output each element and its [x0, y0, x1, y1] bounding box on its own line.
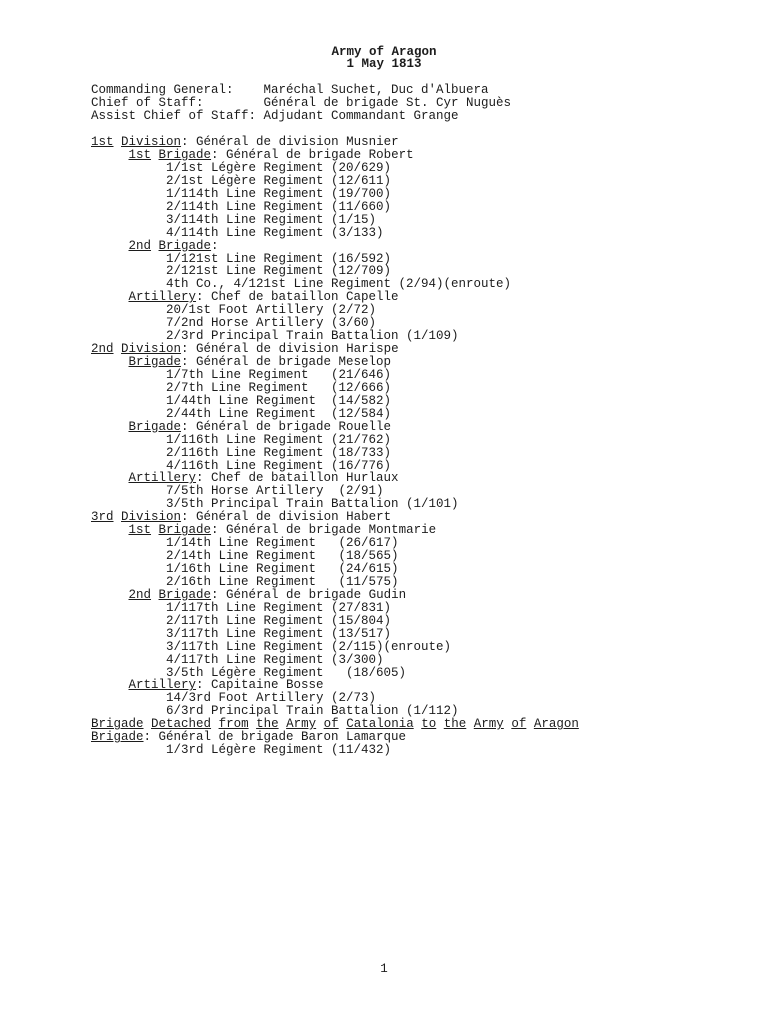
heading-unit: Brigade	[158, 587, 212, 602]
unit-text: 2/114th Line Regiment (11/660)	[166, 199, 392, 214]
heading-word: Catalonia	[346, 717, 414, 732]
unit-text: 6/3rd Principal Train Battalion (1/112)	[166, 704, 459, 719]
heading-commander: :	[211, 238, 219, 253]
heading-word: from	[218, 717, 249, 732]
unit-text: 1/1st Légère Regiment (20/629)	[166, 160, 392, 175]
unit-text: 1/14th Line Regiment (26/617)	[166, 536, 399, 551]
unit-text: 1/16th Line Regiment (24/615)	[166, 562, 399, 576]
unit-line	[0, 201, 768, 214]
unit-line	[0, 667, 768, 680]
heading-commander: : Général de brigade Robert	[211, 148, 414, 162]
heading-commander: : Général de brigade Baron Lamarque	[143, 730, 407, 745]
staff-name: Général de brigade St. Cyr Nuguès	[263, 96, 512, 111]
unit-text: 1/7th Line Regiment (21/646)	[166, 367, 392, 382]
unit-text: 4/117th Line Regiment (3/300)	[166, 652, 384, 667]
unit-line	[0, 227, 768, 240]
unit-line	[0, 744, 768, 757]
unit-text: 2/7th Line Regiment (12/666)	[166, 380, 392, 395]
heading-ordinal: 2nd	[128, 238, 152, 253]
heading-commander: : Chef de bataillon Capelle	[196, 290, 399, 305]
heading-word: of	[511, 717, 527, 732]
staff-role: Chief of Staff:	[91, 96, 204, 111]
unit-text: 7/5th Horse Artillery (2/91)	[166, 484, 384, 499]
heading-ordinal: 3rd	[91, 510, 114, 525]
unit-text: 3/5th Principal Train Battalion (1/101)	[166, 497, 459, 512]
artillery-heading	[0, 291, 768, 304]
unit-text: 2/14th Line Regiment (18/565)	[166, 549, 399, 564]
heading-unit: Artillery	[128, 471, 197, 486]
unit-text: 1/44th Line Regiment (14/582)	[166, 393, 392, 408]
unit-text: 2/1st Légère Regiment (12/611)	[166, 173, 392, 188]
heading-commander: : Général de division Habert	[181, 510, 392, 525]
heading-ordinal: 2nd	[128, 587, 152, 602]
unit-text: 2/121st Line Regiment (12/709)	[166, 264, 392, 279]
unit-text: 1/114th Line Regiment (19/700)	[166, 186, 392, 201]
unit-text: 1/116th Line Regiment (21/762)	[166, 432, 392, 447]
artillery-heading	[0, 472, 768, 485]
heading-unit: Brigade	[158, 148, 212, 162]
unit-text: 2/3rd Principal Train Battalion (1/109)	[166, 329, 459, 344]
heading-unit: Artillery	[128, 290, 197, 305]
heading-unit: Division	[121, 342, 182, 357]
unit-text: 2/117th Line Regiment (15/804)	[166, 613, 392, 628]
heading-word: the	[256, 717, 279, 732]
heading-word: the	[443, 717, 467, 732]
heading-commander: : Général de division Musnier	[181, 135, 399, 150]
staff-role: Assist Chief of Staff:	[91, 109, 257, 124]
document-title: Army of Aragon	[331, 44, 437, 59]
unit-text: 2/16th Line Regiment (11/575)	[166, 574, 399, 589]
heading-commander: : Général de brigade Rouelle	[181, 419, 392, 434]
unit-text: 2/44th Line Regiment (12/584)	[166, 406, 392, 421]
unit-text: 20/1st Foot Artillery (2/72)	[166, 303, 377, 318]
unit-line	[0, 214, 768, 227]
document-date: 1 May 1813	[346, 57, 422, 72]
staff-line-assist-chief-of-staff	[0, 110, 768, 123]
unit-text: 3/5th Légère Regiment (18/605)	[166, 665, 407, 680]
staff-name: Maréchal Suchet, Duc d'Albuera	[263, 83, 489, 98]
heading-unit: Brigade	[158, 238, 212, 253]
heading-commander: : Capitaine Bosse	[196, 678, 324, 693]
heading-commander: : Général de brigade Gudin	[211, 587, 407, 602]
unit-text: 4/114th Line Regiment (3/133)	[166, 225, 384, 240]
heading-commander: : Général de brigade Montmarie	[211, 523, 437, 538]
heading-word: Brigade	[91, 717, 144, 732]
heading-word: of	[323, 717, 339, 732]
unit-line	[0, 304, 768, 317]
heading-ordinal: 2nd	[91, 342, 114, 357]
heading-commander: : Général de brigade Meselop	[181, 355, 392, 369]
unit-text: 3/117th Line Regiment (13/517)	[166, 626, 392, 641]
heading-word: Army	[473, 717, 504, 732]
unit-text: 1/117th Line Regiment (27/831)	[166, 600, 392, 615]
unit-text: 7/2nd Horse Artillery (3/60)	[166, 316, 377, 331]
unit-text: 2/116th Line Regiment (18/733)	[166, 445, 392, 460]
unit-text: 1/121st Line Regiment (16/592)	[166, 251, 392, 266]
staff-name: Adjudant Commandant Grange	[263, 109, 459, 124]
unit-line	[0, 641, 768, 654]
heading-commander: : Général de division Harispe	[181, 342, 399, 357]
heading-unit: Brigade	[128, 355, 182, 369]
heading-unit: Brigade	[91, 730, 144, 745]
heading-unit: Brigade	[158, 523, 212, 538]
unit-text: 1/3rd Légère Regiment (11/432)	[166, 743, 392, 758]
heading-word: to	[421, 717, 437, 732]
heading-unit: Artillery	[128, 678, 197, 693]
staff-role: Commanding General:	[91, 83, 234, 98]
heading-ordinal: 1st	[128, 148, 152, 162]
heading-word: Detached	[151, 717, 212, 732]
heading-word: Aragon	[533, 717, 579, 732]
heading-ordinal: 1st	[91, 135, 114, 150]
heading-commander: : Chef de bataillon Hurlaux	[196, 471, 399, 486]
heading-unit: Brigade	[128, 419, 182, 434]
unit-text: 3/117th Line Regiment (2/115)(enroute)	[166, 639, 452, 654]
unit-text: 4/116th Line Regiment (16/776)	[166, 458, 392, 473]
order-of-battle-document	[0, 46, 768, 758]
unit-text: 3/114th Line Regiment (1/15)	[166, 212, 377, 227]
page-number: 1	[380, 961, 388, 976]
heading-ordinal: 1st	[128, 523, 152, 538]
heading-word: Army	[286, 717, 317, 732]
unit-text: 14/3rd Foot Artillery (2/73)	[166, 691, 377, 706]
artillery-heading	[0, 679, 768, 692]
heading-unit: Division	[121, 135, 182, 150]
unit-text: 4th Co., 4/121st Line Regiment (2/94)(enroute)	[166, 277, 512, 292]
heading-unit: Division	[121, 510, 182, 525]
